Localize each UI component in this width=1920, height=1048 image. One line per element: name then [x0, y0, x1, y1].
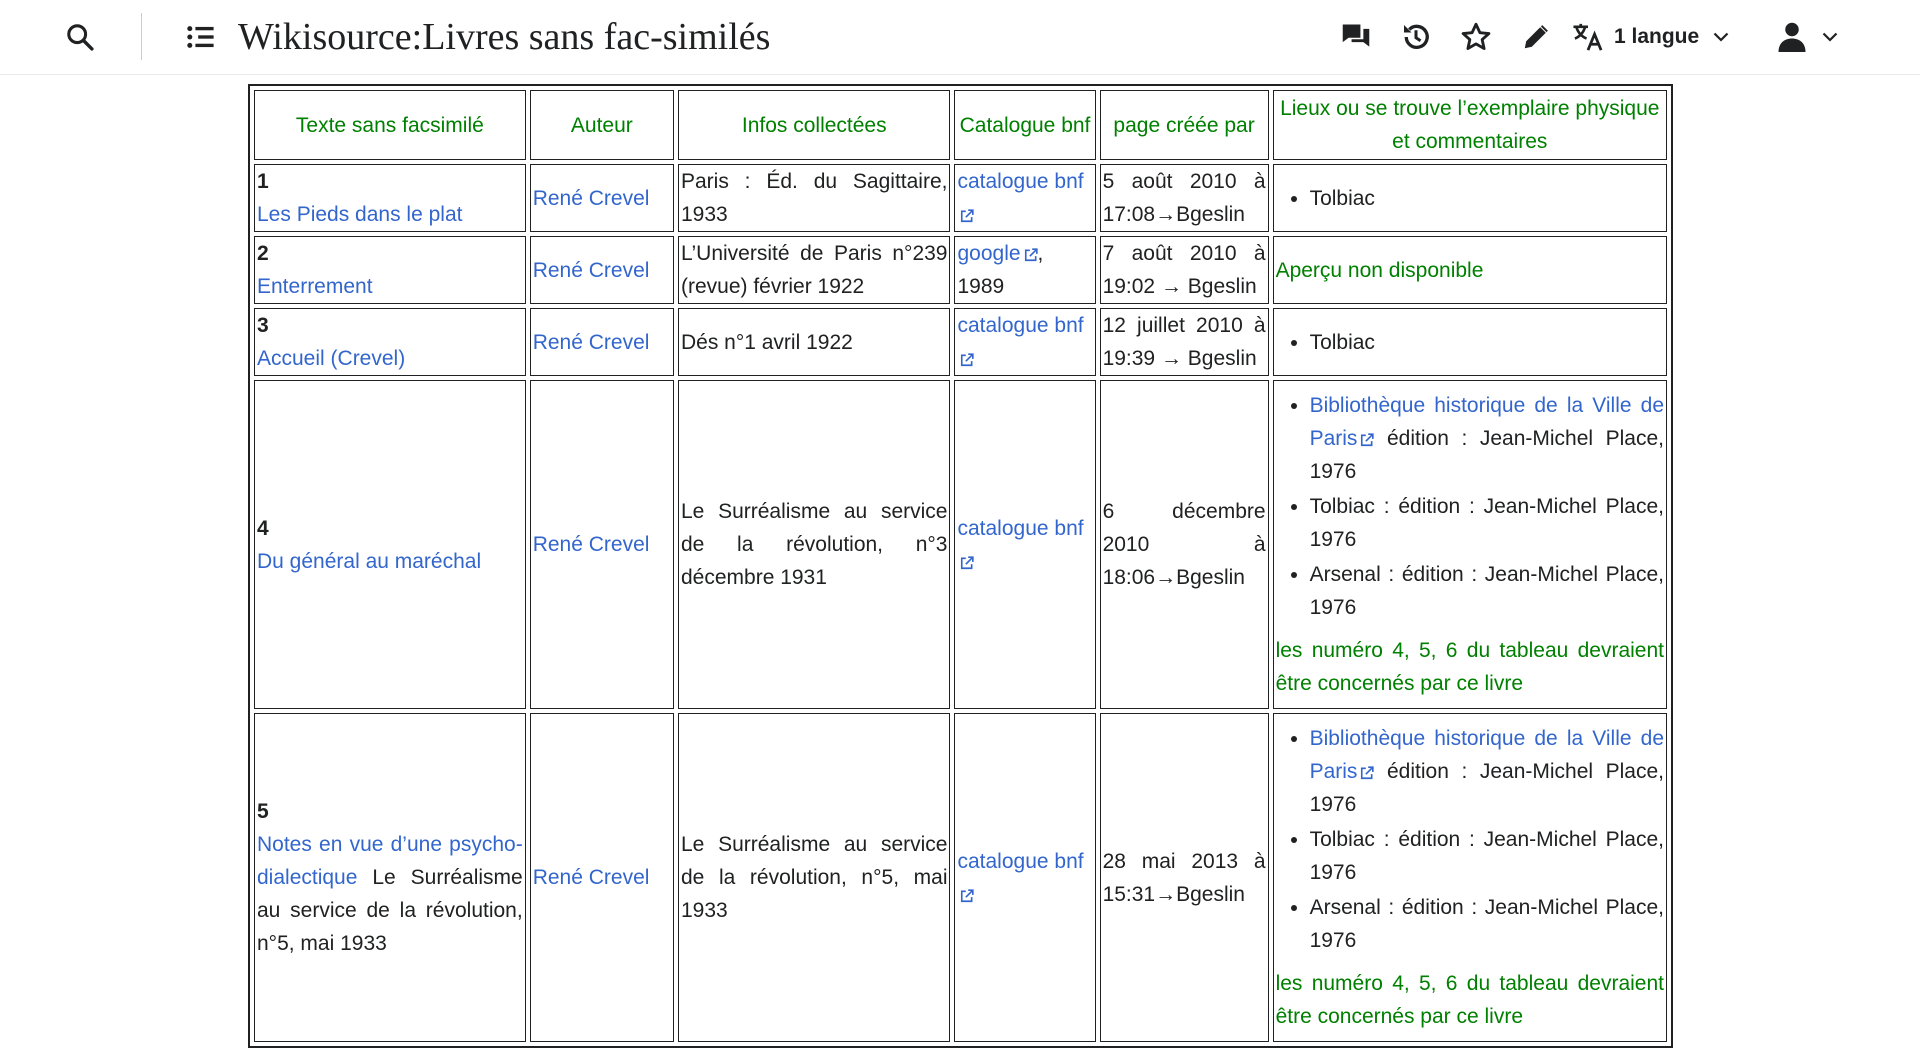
external-link-icon	[960, 353, 974, 367]
catalog-cell	[954, 236, 1095, 304]
location-cell	[1273, 380, 1667, 709]
created-by-cell: 28 mai 2013 à 15:31→Bgeslin	[1100, 713, 1269, 1042]
external-link-icon	[960, 889, 974, 903]
book-title-link[interactable]: Notes en vue d’une psycho-dialectique	[257, 833, 523, 889]
table-of-contents-icon	[187, 24, 215, 50]
title-cell	[254, 713, 526, 1042]
table-row	[254, 380, 1667, 709]
created-by-cell: 5 août 2010 à 17:08→Bgeslin	[1100, 164, 1269, 232]
author-link[interactable]: René Crevel	[532, 186, 650, 210]
location-cell: Aperçu non disponible	[1273, 236, 1667, 304]
author-link[interactable]: René Crevel	[532, 330, 650, 354]
external-link-icon	[960, 209, 974, 223]
author-cell	[530, 164, 674, 232]
info-cell: Dés n°1 avril 1922	[678, 308, 951, 376]
search-icon	[66, 23, 94, 51]
author-link[interactable]: René Crevel	[532, 258, 650, 282]
row-number: 2	[257, 242, 269, 265]
location-item: • Tolbiac : édition : Jean-Michel Place, 1976	[1310, 823, 1664, 889]
page-header	[0, 0, 1920, 75]
language-button[interactable]	[1572, 17, 1729, 57]
catalog-cell	[954, 308, 1095, 376]
row-number: 5	[257, 800, 269, 823]
page-title: Wikisource:Livres sans fac-similés	[238, 16, 771, 58]
external-link-icon	[1360, 766, 1374, 780]
table-row	[254, 236, 1667, 304]
book-title-link[interactable]: Du général au maréchal	[257, 549, 482, 573]
external-link-icon	[1360, 433, 1374, 447]
title-cell	[254, 236, 526, 304]
library-link[interactable]: Bibliothèque historique de la Ville de Paris	[1309, 394, 1664, 450]
location-item: • Tolbiac	[1310, 182, 1664, 215]
external-link-icon	[960, 556, 974, 570]
info-cell: Le Surréalisme au service de la révolution, n°5, mai 1933	[678, 713, 951, 1042]
created-by-cell: 7 août 2010 à 19:02 → Bgeslin	[1100, 236, 1269, 304]
catalog-cell	[954, 380, 1095, 709]
title-cell	[254, 308, 526, 376]
talk-button[interactable]	[1336, 17, 1376, 57]
books-table	[248, 84, 1673, 1048]
author-cell	[530, 236, 674, 304]
book-title-link[interactable]: Enterrement	[257, 275, 373, 298]
author-cell	[530, 713, 674, 1042]
column-header: page créée par	[1100, 90, 1269, 160]
book-title-link[interactable]: Accueil (Crevel)	[257, 347, 406, 370]
row-number: 1	[257, 170, 269, 193]
column-header: Texte sans facsimilé	[254, 90, 526, 160]
title-extra-text: Le Surréalisme au service de la révolution, n°5, mai 1933	[257, 866, 523, 955]
chevron-down-icon	[1822, 32, 1838, 42]
user-menu-button[interactable]	[1778, 17, 1838, 57]
external-link-icon	[1024, 248, 1038, 262]
library-link[interactable]: Bibliothèque historique de la Ville de Paris	[1309, 727, 1664, 783]
column-header: Catalogue bnf	[954, 90, 1095, 160]
user-icon	[1778, 22, 1806, 52]
title-cell	[254, 164, 526, 232]
catalog-link[interactable]: catalogue bnf	[957, 517, 1083, 573]
catalog-link[interactable]: catalogue bnf	[957, 850, 1083, 906]
history-icon	[1401, 22, 1431, 52]
location-item: • Tolbiac : édition : Jean-Michel Place, 1976	[1310, 490, 1664, 556]
catalog-cell	[954, 164, 1095, 232]
chevron-down-icon	[1713, 32, 1729, 42]
location-item: • Bibliothèque historique de la Ville de Paris édition : Jean-Michel Place, 1976	[1310, 722, 1664, 821]
location-cell	[1273, 308, 1667, 376]
language-icon	[1572, 22, 1604, 52]
catalog-link[interactable]: google	[957, 242, 1037, 265]
table-header-row	[254, 90, 1667, 160]
table-row	[254, 308, 1667, 376]
table-of-contents-button[interactable]	[181, 17, 221, 57]
info-cell: Le Surréalisme au service de la révolution, n°3 décembre 1931	[678, 380, 951, 709]
table-row	[254, 713, 1667, 1042]
history-button[interactable]	[1396, 17, 1436, 57]
column-header: Auteur	[530, 90, 674, 160]
info-cell: Paris : Éd. du Sagittaire, 1933	[678, 164, 951, 232]
created-by-cell: 6 décembre 2010 à 18:06→Bgeslin	[1100, 380, 1269, 709]
title-cell	[254, 380, 526, 709]
catalog-link[interactable]: catalogue bnf	[957, 170, 1083, 226]
location-cell	[1273, 713, 1667, 1042]
info-cell: L’Université de Paris n°239 (revue) février 1922	[678, 236, 951, 304]
location-cell	[1273, 164, 1667, 232]
catalog-suffix: , 1989	[957, 242, 1044, 298]
search-button[interactable]	[60, 17, 100, 57]
author-link[interactable]: René Crevel	[532, 533, 650, 556]
comment-note: les numéro 4, 5, 6 du tableau devraient être concernés par ce livre	[1275, 639, 1664, 695]
author-cell	[530, 308, 674, 376]
author-link[interactable]: René Crevel	[532, 866, 650, 889]
language-count-label: 1 langue	[1614, 25, 1700, 48]
edit-button[interactable]	[1516, 17, 1556, 57]
talk-icon	[1341, 23, 1371, 51]
location-item: • Tolbiac	[1310, 326, 1664, 359]
row-number: 4	[257, 516, 269, 540]
comment-note: les numéro 4, 5, 6 du tableau devraient être concernés par ce livre	[1275, 972, 1664, 1028]
location-item: • Arsenal : édition : Jean-Michel Place, 1976	[1310, 558, 1664, 624]
column-header: Infos collectées	[678, 90, 951, 160]
watch-star-button[interactable]	[1456, 17, 1496, 57]
row-number: 3	[257, 314, 269, 337]
catalog-link[interactable]: catalogue bnf	[957, 314, 1083, 370]
page-content	[248, 84, 1673, 1048]
column-header: Lieux ou se trouve l’exemplaire physique et commentaires	[1273, 90, 1667, 160]
created-by-cell: 12 juillet 2010 à 19:39 → Bgeslin	[1100, 308, 1269, 376]
edit-icon	[1522, 23, 1550, 51]
location-item: • Bibliothèque historique de la Ville de Paris édition : Jean-Michel Place, 1976	[1310, 389, 1664, 488]
location-item: • Arsenal : édition : Jean-Michel Place, 1976	[1310, 891, 1664, 957]
header-separator	[141, 13, 142, 60]
table-row	[254, 164, 1667, 232]
catalog-cell	[954, 713, 1095, 1042]
star-icon	[1461, 22, 1491, 52]
book-title-link[interactable]: Les Pieds dans le plat	[257, 203, 463, 226]
author-cell	[530, 380, 674, 709]
